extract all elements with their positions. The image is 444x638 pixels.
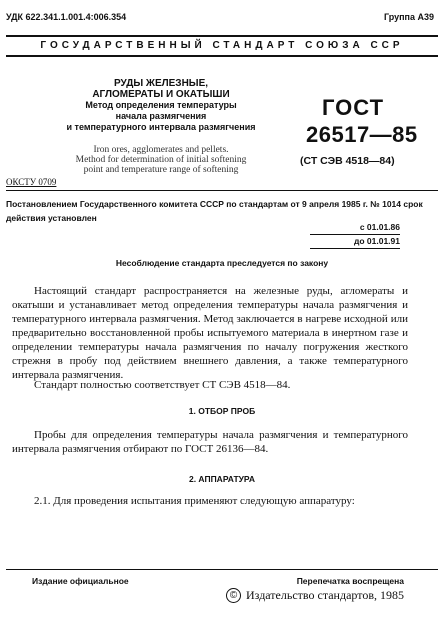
title-rule xyxy=(6,55,438,57)
standard-title: ГОСУДАРСТВЕННЫЙ СТАНДАРТ СОЮЗА ССР xyxy=(40,40,404,51)
group-code: Группа А39 xyxy=(383,12,434,22)
resolution-text: Постановлением Государственного комитета СССР по стандартам от 9 апреля 1985 г. № 1014 срок действия установлен xyxy=(6,199,423,223)
violation-notice: Несоблюдение стандарта преследуется по закону xyxy=(115,258,329,268)
effective-from-date: с 01.01.86 xyxy=(359,222,400,232)
date-underline xyxy=(310,248,400,249)
title-line: и температурного интервала размягчения xyxy=(66,122,256,132)
title-line: АГЛОМЕРАТЫ И ОКАТЫШИ xyxy=(92,89,230,100)
gost-number: 26517—85 xyxy=(306,122,418,147)
section-heading: 1. ОТБОР ПРОБ xyxy=(188,406,256,416)
okstu-code: ОКСТУ 0709 xyxy=(6,177,57,187)
effective-to-date: до 01.01.91 xyxy=(353,236,400,246)
copyright-icon: © xyxy=(226,588,241,603)
title-line: point and temperature range of softening xyxy=(83,165,239,175)
apparatus-paragraph: 2.1. Для проведения испытания применяют следующую аппаратуру: xyxy=(34,495,355,507)
title-line: Method for determination of initial softening xyxy=(75,155,247,165)
sampling-paragraph: Пробы для определения температуры начала размягчения и температурного интервала размягчения отбирают по ГОСТ 26136—84. xyxy=(12,429,408,455)
title-line: начала размягчения xyxy=(115,111,207,121)
title-line: РУДЫ ЖЕЛЕЗНЫЕ, xyxy=(113,78,209,89)
footer-rule xyxy=(6,569,438,570)
date-underline xyxy=(310,234,400,235)
compliance-paragraph: Стандарт полностью соответствует СТ СЭВ 4518—84. xyxy=(34,379,291,391)
publisher-name: Издательство стандартов, 1985 xyxy=(246,588,404,602)
title-line: Iron ores, agglomerates and pellets. xyxy=(93,145,229,155)
russian-title xyxy=(46,78,276,133)
divider xyxy=(6,190,438,191)
sev-reference: (СТ СЭВ 4518—84) xyxy=(300,155,395,167)
top-rule xyxy=(6,35,438,37)
title-line: Метод определения температуры xyxy=(85,100,237,110)
gost-label: ГОСТ xyxy=(322,95,385,120)
publisher-line xyxy=(226,588,404,603)
english-title xyxy=(46,145,276,175)
official-edition: Издание официальное xyxy=(32,576,129,586)
reprint-notice: Перепечатка воспрещена xyxy=(296,576,404,586)
intro-paragraph: Настоящий стандарт распространяется на железные руды, агломераты и окатыши и устанавливает метод определения температуры начала размягчения и температурного интервала размягчения. Метод заключается в нагреве исходной или предварительно восстановленной пробы испытуемого материала в инертном газе и определении температуры начала размягчения по началу погружения жесткого стрежня в пробу под действием внешнего давления, а также температурного интервала размягчения. xyxy=(12,285,408,381)
udk-code: УДК 622.341.1.001.4:006.354 xyxy=(6,12,127,22)
section-heading: 2. АППАРАТУРА xyxy=(188,474,255,484)
